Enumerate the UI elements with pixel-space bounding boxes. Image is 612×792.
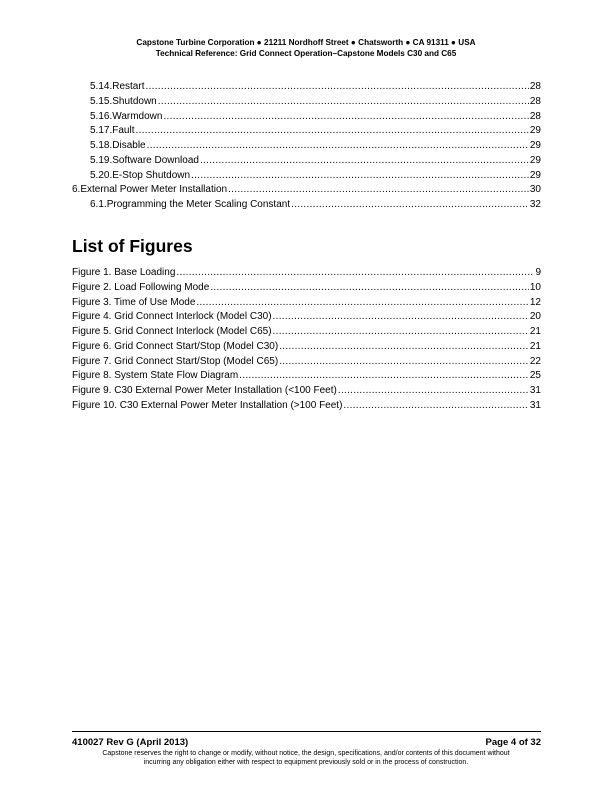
dot-leader (210, 281, 529, 296)
toc-page: 28 (529, 81, 541, 92)
dot-leader (163, 110, 528, 125)
figure-title: Figure 3. Time of Use Mode (72, 296, 196, 308)
footer-divider (72, 731, 541, 732)
toc-entry[interactable]: 6.1. Programming the Meter Scaling Constant ..... 32 (72, 198, 541, 213)
dot-leader (196, 296, 528, 311)
toc-title: Software Download (112, 154, 199, 166)
figure-page: 10 (529, 281, 541, 293)
dot-leader (291, 198, 529, 213)
toc-title: Restart (112, 81, 145, 92)
table-of-contents (72, 80, 541, 213)
dot-leader (147, 139, 529, 154)
figure-page: 22 (529, 355, 541, 367)
list-of-figures (72, 266, 541, 414)
toc-page: 28 (529, 95, 541, 107)
figure-page: 20 (529, 311, 541, 323)
footer-page-number: Page 4 of 32 (485, 737, 541, 748)
figure-page: 31 (529, 399, 541, 411)
figure-title: Figure 6. Grid Connect Start/Stop (Model C30) (72, 340, 279, 352)
figure-entry[interactable] (72, 384, 541, 399)
figure-page: 9 (535, 267, 541, 278)
dot-leader (279, 355, 529, 370)
figure-page: 21 (529, 340, 541, 352)
figure-title: Figure 10. C30 External Power Meter Installation (>100 Feet) (72, 399, 343, 411)
page-footer (72, 737, 541, 748)
toc-page: 28 (529, 110, 541, 122)
toc-entry[interactable]: 5.14. Restart ..... 28 (72, 80, 541, 95)
toc-page: 29 (529, 125, 541, 137)
dot-leader (176, 266, 534, 281)
figure-entry[interactable] (72, 355, 541, 370)
figure-title: Figure 5. Grid Connect Interlock (Model C65) (72, 326, 272, 337)
toc-page: 29 (529, 140, 541, 151)
dot-leader (239, 369, 529, 384)
toc-entry[interactable]: 5.17. Fault ..... 29 (72, 124, 541, 139)
figure-title: Figure 7. Grid Connect Start/Stop (Model C65) (72, 355, 279, 367)
toc-page: 29 (529, 169, 541, 181)
dot-leader (338, 384, 529, 399)
dot-leader (191, 169, 529, 184)
figure-page: 21 (529, 326, 541, 337)
figure-entry[interactable] (72, 369, 541, 384)
figure-page: 12 (529, 296, 541, 308)
figure-title: Figure 2. Load Following Mode (72, 281, 210, 293)
figure-title: Figure 1. Base Loading (72, 267, 176, 278)
dot-leader (135, 124, 528, 139)
toc-title: E-Stop Shutdown (112, 169, 191, 181)
toc-title: Disable (112, 140, 146, 151)
toc-title: Shutdown (112, 95, 157, 107)
header-address: Capstone Turbine Corporation ● 21211 Nordhoff Street ● Chatsworth ● CA 91311 ● USA (136, 38, 476, 47)
toc-title: Fault (112, 125, 135, 137)
figure-entry[interactable] (72, 340, 541, 355)
toc-entry[interactable]: 5.16. Warmdown ..... 28 (72, 110, 541, 125)
dot-leader (273, 310, 529, 325)
list-of-figures-heading: List of Figures (72, 236, 193, 256)
header-doc-title: Technical Reference: Grid Connect Operation–Capstone Models C30 and C65 (155, 49, 457, 58)
toc-title: Programming the Meter Scaling Constant (106, 199, 291, 210)
dot-leader (200, 154, 529, 169)
dot-leader (158, 95, 529, 110)
toc-title: External Power Meter Installation (80, 184, 228, 196)
dot-leader (145, 80, 528, 95)
figure-title: Figure 9. C30 External Power Meter Installation (<100 Feet) (72, 385, 337, 396)
toc-entry[interactable]: 5.20. E-Stop Shutdown ..... 29 (72, 169, 541, 184)
figure-entry[interactable] (72, 310, 541, 325)
figure-entry[interactable] (72, 281, 541, 296)
toc-title: Warmdown (112, 110, 163, 122)
toc-entry[interactable]: 5.18. Disable ..... 29 (72, 139, 541, 154)
figure-entry[interactable] (72, 266, 541, 281)
figure-title: Figure 4. Grid Connect Interlock (Model C30) (72, 311, 272, 323)
figure-title: Figure 8. System State Flow Diagram (72, 370, 239, 382)
figure-entry[interactable] (72, 325, 541, 340)
dot-leader (279, 340, 529, 355)
figure-page: 25 (529, 370, 541, 382)
toc-entry[interactable]: 5.15. Shutdown ..... 28 (72, 95, 541, 110)
toc-page: 29 (529, 154, 541, 166)
figure-entry[interactable] (72, 296, 541, 311)
toc-entry[interactable]: 5.19. Software Download ..... 29 (72, 154, 541, 169)
figure-page: 31 (529, 385, 541, 396)
footer-doc-id: 410027 Rev G (April 2013) (72, 737, 189, 748)
toc-page: 30 (529, 184, 541, 196)
toc-entry[interactable]: 6. External Power Meter Installation ..... 30 (72, 183, 541, 198)
dot-leader (228, 183, 529, 198)
figure-entry[interactable] (72, 399, 541, 414)
toc-page: 32 (529, 199, 541, 210)
page-header (0, 37, 612, 59)
footer-disclaimer: Capstone reserves the right to change or modify, without notice, the design, specifications, and/or contents of this document without incurring any obligation either with respect to equipment previously sold or in the process of construction. (102, 750, 510, 766)
dot-leader (273, 325, 529, 340)
dot-leader (343, 399, 528, 414)
